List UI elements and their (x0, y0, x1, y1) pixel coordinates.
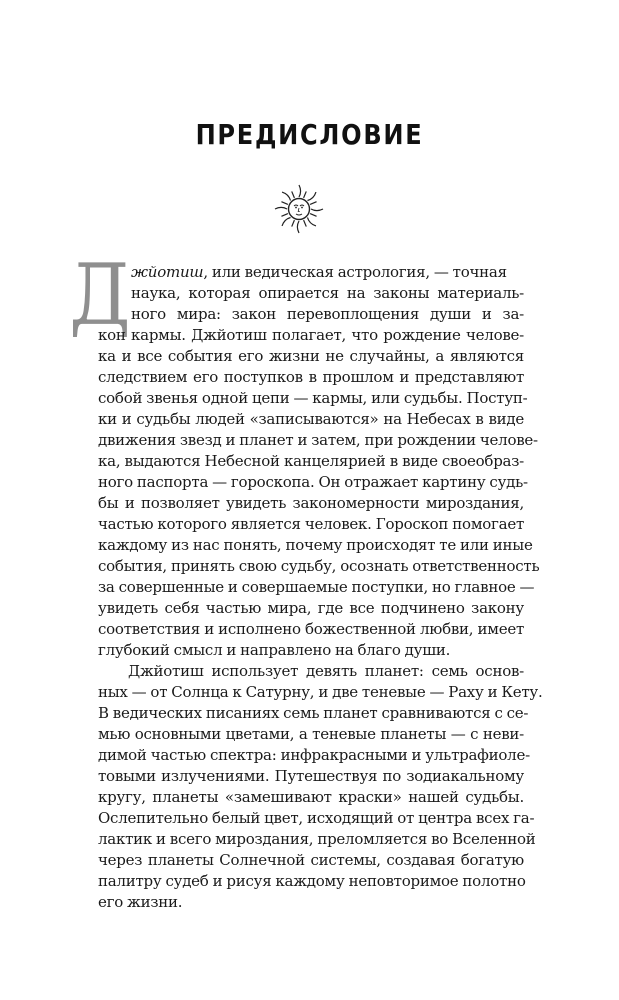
paragraph-1-line-10: ка, выдаются Небесной канцелярией в виде своеобраз- (98, 452, 524, 470)
paragraph-1-line-15: события, принять свою судьбу, осознать ответственность (98, 557, 540, 575)
paragraph-2-line-9: лактик и всего мироздания, преломляется во Вселенной (98, 830, 536, 848)
paragraph-2-line-12: его жизни. (98, 893, 183, 911)
paragraph-1-line-3: ного мира: закон перевоплощения души и за- (131, 305, 524, 323)
paragraph-1-line-11: ного паспорта — гороскопа. Он отражает картину судь- (98, 473, 528, 491)
italic-term: жйотиш (131, 263, 204, 281)
page-title: ПРЕДИСЛОВИЕ (195, 118, 424, 151)
paragraph-2-line-11: палитру судеб и рисуя каждому неповторимое полотно (98, 872, 526, 890)
paragraph-2-line-2: ных — от Солнца к Сатурну, и две теневые — Раху и Кету. (98, 683, 543, 701)
paragraph-1-line-9: движения звезд и планет и затем, при рождении челове- (98, 431, 538, 449)
paragraph-1-line-1 (131, 262, 524, 283)
sun-ornament-icon (272, 182, 326, 236)
paragraph-1-line-13: частью которого является человек. Гороскоп помогает (98, 515, 524, 533)
paragraph-2-line-4: мью основными цветами, а теневые планеты — с неви- (98, 725, 524, 743)
paragraph-1-line-7: собой звенья одной цепи — кармы, или судьбы. Поступ- (98, 389, 528, 407)
paragraph-2-line-8: Ослепительно белый цвет, исходящий от центра всех га- (98, 809, 535, 827)
paragraph-1-line-8: ки и судьбы людей «записываются» на Небесах в виде (98, 410, 524, 428)
paragraph-1-line-5: ка и все события его жизни не случайны, а являются (98, 347, 524, 365)
paragraph-2-line-7: кругу, планеты «замешивают краски» нашей судьбы. (98, 788, 524, 806)
paragraph-2-line-1: Джйотиш использует девять планет: семь основ- (128, 662, 524, 680)
paragraph-1-line-12: бы и позволяет увидеть закономерности мироздания, (98, 494, 524, 512)
paragraph-1-line-19: глубокий смысл и направлено на благо души. (98, 641, 451, 659)
paragraph-2-line-3: В ведических писаниях семь планет сравниваются с се- (98, 704, 529, 722)
line-text: , или ведическая астрология, — точная (203, 263, 507, 281)
paragraph-2-line-6: товыми излучениями. Путешествуя по зодиакальному (98, 767, 524, 785)
paragraph-1-line-2: наука, которая опирается на законы материаль- (131, 284, 524, 302)
paragraph-1-line-4: кон кармы. Джйотиш полагает, что рождение челове- (98, 326, 524, 344)
paragraph-1-line-17: увидеть себя частью мира, где все подчинено закону (98, 599, 524, 617)
paragraph-1-line-6: следствием его поступков в прошлом и представляют (98, 368, 524, 386)
paragraph-1-line-18: соответствия и исполнено божественной любви, имеет (98, 620, 524, 638)
paragraph-2-line-10: через планеты Солнечной системы, создавая богатую (98, 851, 524, 869)
paragraph-1-line-14: каждому из нас понять, почему происходят те или иные (98, 536, 533, 554)
paragraph-1-line-16: за совершенные и совершаемые поступки, но главное — (98, 578, 535, 596)
paragraph-2-line-5: димой частью спектра: инфракрасными и ультрафиоле- (98, 746, 530, 764)
drop-cap-letter: Д (69, 246, 131, 344)
